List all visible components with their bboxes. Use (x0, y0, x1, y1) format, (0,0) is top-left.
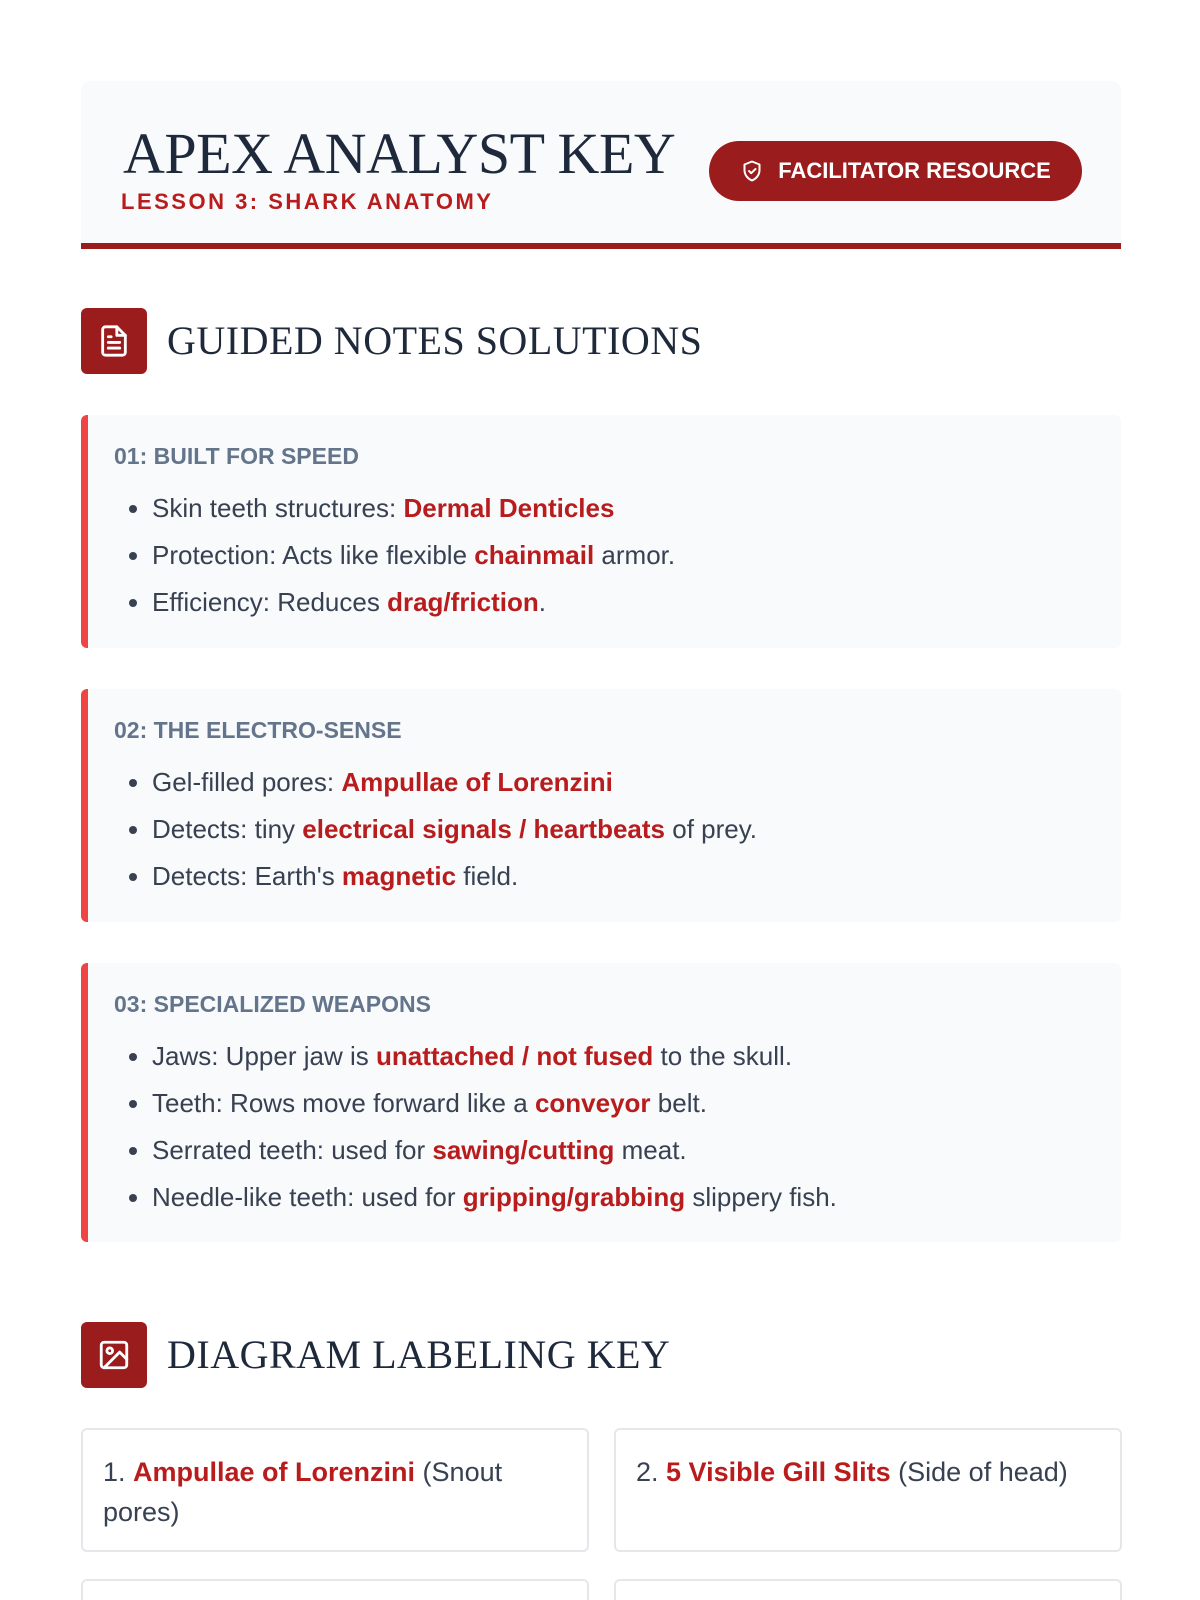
diagram-key-title: DIAGRAM LABELING KEY (167, 1332, 671, 1377)
list-item: • Needle-like teeth: used for gripping/grabbing slippery fish. (152, 1174, 837, 1221)
notes-card-electro-sense (81, 689, 1121, 922)
list-item: • Gel-filled pores: Ampullae of Lorenzini (152, 759, 757, 806)
answer-text: Ampullae of Lorenzini (341, 767, 613, 797)
diagram-label-1: 1. Ampullae of Lorenzini (Snout pores) (81, 1428, 589, 1552)
notes-card-built-for-speed (81, 415, 1121, 648)
answer-text: chainmail (474, 540, 595, 570)
answer-text: conveyor (534, 1088, 651, 1118)
answer-text: unattached / not fused (375, 1041, 654, 1071)
list-item: • Serrated teeth: used for sawing/cutting meat. (152, 1127, 837, 1174)
document-icon (97, 324, 131, 358)
notes-card-specialized-weapons (81, 963, 1121, 1242)
guided-notes-section-header (81, 308, 981, 374)
notes-list (122, 1033, 837, 1221)
list-item: • Jaws: Upper jaw is unattached / not fused to the skull. (152, 1033, 837, 1080)
diagram-label-4-partial (614, 1579, 1122, 1600)
list-item: • Protection: Acts like flexible chainmail armor. (152, 532, 675, 579)
list-item: • Skin teeth structures: Dermal Denticles (152, 485, 675, 532)
answer-text: 5 Visible Gill Slits (666, 1457, 891, 1487)
card-label: 03: SPECIALIZED WEAPONS (114, 991, 431, 1017)
shield-check-icon (740, 159, 764, 183)
facilitator-resource-badge (709, 141, 1082, 201)
lesson-subtitle: LESSON 3: SHARK ANATOMY (121, 189, 494, 214)
notes-list (122, 759, 757, 900)
answer-text: gripping/grabbing (462, 1182, 686, 1212)
answer-text: sawing/cutting (432, 1135, 615, 1165)
answer-text: Ampullae of Lorenzini (133, 1457, 416, 1487)
card-label: 02: THE ELECTRO-SENSE (114, 717, 402, 743)
list-item: • Detects: tiny electrical signals / heartbeats of prey. (152, 806, 757, 853)
answer-text: magnetic (341, 861, 457, 891)
notes-list (122, 485, 675, 626)
answer-text: drag/friction (387, 587, 539, 617)
list-item: • Efficiency: Reduces drag/friction. (152, 579, 675, 626)
badge-label: FACILITATOR RESOURCE (778, 158, 1051, 183)
section-icon-box (81, 1322, 147, 1388)
list-item: • Teeth: Rows move forward like a conveyor belt. (152, 1080, 837, 1127)
guided-notes-title: GUIDED NOTES SOLUTIONS (167, 318, 703, 363)
diagram-key-section-header (81, 1322, 981, 1388)
page-header (81, 81, 1121, 249)
diagram-label-2: 2. 5 Visible Gill Slits (Side of head) (614, 1428, 1122, 1552)
list-item: • Detects: Earth's magnetic field. (152, 853, 757, 900)
page-title: APEX ANALYST KEY (123, 121, 676, 186)
image-icon (97, 1338, 131, 1372)
answer-text: Dermal Denticles (403, 493, 615, 523)
section-icon-box (81, 308, 147, 374)
card-label: 01: BUILT FOR SPEED (114, 443, 359, 469)
answer-text: electrical signals / heartbeats (302, 814, 666, 844)
diagram-label-3-partial (81, 1579, 589, 1600)
